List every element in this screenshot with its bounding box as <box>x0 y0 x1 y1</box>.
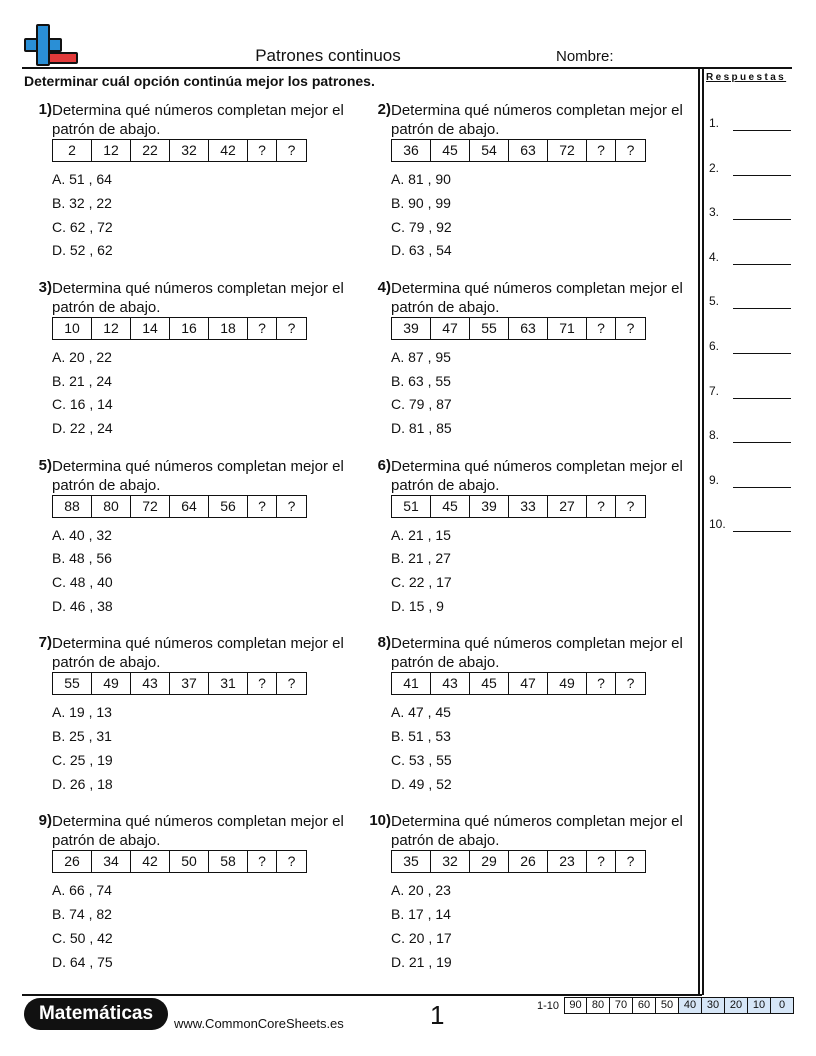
answer-option: B. 90 , 99 <box>391 194 451 211</box>
score-table <box>532 997 794 1014</box>
score-cell: 90 <box>564 997 587 1014</box>
sequence-cell: 29 <box>470 851 509 872</box>
sequence-cell: 63 <box>509 140 548 161</box>
answer-option: B. 63 , 55 <box>391 372 451 389</box>
sequence-cell: 42 <box>131 851 170 872</box>
sequence-cell: 58 <box>209 851 248 872</box>
answer-option: C. 25 , 19 <box>52 751 113 768</box>
sequence-cell: 55 <box>53 673 92 694</box>
sequence-table <box>391 850 646 873</box>
problem-prompt: Determina qué números completan mejor el patrón de abajo. <box>391 635 683 672</box>
answer-number: 5. <box>709 294 720 309</box>
problem-prompt: Determina qué números completan mejor el patrón de abajo. <box>391 279 683 316</box>
unknown-cell: ? <box>287 319 296 336</box>
problem-number: 3) <box>38 278 52 296</box>
answer-option: D. 81 , 85 <box>391 420 452 437</box>
sequence-cell: 56 <box>209 496 248 517</box>
answer-option: D. 21 , 19 <box>391 953 452 970</box>
answer-option: A. 20 , 23 <box>391 882 451 899</box>
sequence-cell: 54 <box>470 140 509 161</box>
unknown-cell: ? <box>626 853 635 870</box>
answer-option: A. 47 , 45 <box>391 704 451 721</box>
sequence-cell: 55 <box>470 318 509 339</box>
answer-blank[interactable] <box>733 398 791 399</box>
problem-number: 5) <box>38 456 52 474</box>
unknown-cell: ? <box>287 675 296 692</box>
sequence-cell: 64 <box>170 496 209 517</box>
sequence-cell: 71 <box>548 318 587 339</box>
sequence-table <box>391 495 646 518</box>
unknown-cell: ? <box>248 140 277 161</box>
problem <box>22 812 352 982</box>
answer-line[interactable] <box>709 428 793 444</box>
unknown-cell: ? <box>287 142 296 158</box>
sequence-cell: 49 <box>548 673 587 694</box>
answer-number: 9. <box>709 472 720 487</box>
sequence-table <box>391 317 646 340</box>
problem-number: 8) <box>377 634 391 652</box>
sequence-cell: 39 <box>470 496 509 517</box>
answer-option: A. 40 , 32 <box>52 526 112 543</box>
answer-option: B. 17 , 14 <box>391 905 451 922</box>
answer-line[interactable] <box>709 384 793 400</box>
problem <box>22 101 352 271</box>
sequence-table <box>391 672 646 695</box>
bottom-divider <box>22 994 702 996</box>
top-divider <box>22 67 792 69</box>
answer-number: 4. <box>709 249 720 264</box>
problem-prompt: Determina qué números completan mejor el patrón de abajo. <box>52 635 344 672</box>
answer-blank[interactable] <box>733 353 791 354</box>
answer-blank[interactable] <box>733 487 791 488</box>
page-title: Patrones continuos <box>255 46 401 65</box>
unknown-cell: ? <box>587 318 616 339</box>
sequence-cell: 45 <box>470 673 509 694</box>
answer-option: B. 21 , 27 <box>391 550 451 567</box>
answer-option: D. 22 , 24 <box>52 420 113 437</box>
unknown-cell: ? <box>287 497 296 514</box>
answer-line[interactable] <box>709 116 793 132</box>
answer-number: 7. <box>709 383 720 398</box>
answer-number: 10. <box>709 517 726 532</box>
sequence-cell: 26 <box>53 851 92 872</box>
answer-option: C. 22 , 17 <box>391 574 452 591</box>
problem <box>361 634 691 804</box>
answer-option: A. 51 , 64 <box>52 171 112 187</box>
sequence-cell: 36 <box>392 140 431 161</box>
problem <box>22 279 352 449</box>
answer-option: D. 63 , 54 <box>391 242 452 259</box>
answer-option: B. 48 , 56 <box>52 550 112 567</box>
answer-option: A. 20 , 22 <box>52 348 112 365</box>
answer-option: B. 32 , 22 <box>52 194 112 211</box>
sequence-cell: 27 <box>548 496 587 517</box>
sequence-cell: 72 <box>131 496 170 517</box>
problem <box>361 457 691 627</box>
sequence-cell: 39 <box>392 318 431 339</box>
score-cell: 20 <box>725 997 748 1014</box>
sequence-cell: 34 <box>92 851 131 872</box>
sequence-cell: 72 <box>548 140 587 161</box>
problem-number: 7) <box>38 634 52 652</box>
unknown-cell: ? <box>626 319 635 336</box>
unknown-cell: ? <box>587 673 616 694</box>
answer-column-divider <box>698 67 700 995</box>
answer-line[interactable] <box>709 250 793 266</box>
answer-option: C. 50 , 42 <box>52 929 113 946</box>
sequence-cell: 45 <box>431 496 470 517</box>
unknown-cell: ? <box>587 140 616 161</box>
problem <box>22 457 352 627</box>
problem <box>361 101 691 271</box>
answer-line[interactable] <box>709 517 793 533</box>
sequence-cell: 2 <box>53 140 92 161</box>
sequence-cell: 42 <box>209 140 248 161</box>
answer-blank[interactable] <box>733 175 791 176</box>
problem-prompt: Determina qué números completan mejor el patrón de abajo. <box>391 457 683 494</box>
sequence-cell: 14 <box>131 318 170 339</box>
unknown-cell: ? <box>248 496 277 517</box>
sequence-cell: 22 <box>131 140 170 161</box>
sequence-cell: 32 <box>170 140 209 161</box>
answer-option: B. 51 , 53 <box>391 728 451 745</box>
sequence-cell: 43 <box>131 673 170 694</box>
answer-blank[interactable] <box>733 308 791 309</box>
unknown-cell: ? <box>248 851 277 872</box>
answer-option: A. 19 , 13 <box>52 704 112 721</box>
sequence-cell: 10 <box>53 318 92 339</box>
sequence-cell: 47 <box>431 318 470 339</box>
answer-option: D. 46 , 38 <box>52 597 113 614</box>
problem-prompt: Determina qué números completan mejor el patrón de abajo. <box>391 813 683 850</box>
unknown-cell: ? <box>626 497 635 514</box>
answers-title: Respuestas <box>706 72 787 83</box>
answer-blank[interactable] <box>733 531 791 532</box>
sequence-cell: 50 <box>170 851 209 872</box>
score-cell: 0 <box>771 997 794 1014</box>
sequence-cell: 51 <box>392 496 431 517</box>
problem-prompt: Determina qué números completan mejor el patrón de abajo. <box>52 457 344 494</box>
sequence-table <box>52 672 307 695</box>
sequence-cell: 33 <box>509 496 548 517</box>
score-label: 1-10 <box>536 999 560 1012</box>
unknown-cell: ? <box>587 851 616 872</box>
answer-line[interactable] <box>709 473 793 489</box>
answer-line[interactable] <box>709 161 793 177</box>
score-cell: 30 <box>702 997 725 1014</box>
problem-number: 10) <box>369 812 391 830</box>
problem-prompt: Determina qué números completan mejor el patrón de abajo. <box>52 813 344 850</box>
score-cell: 40 <box>679 997 702 1014</box>
answer-option: D. 26 , 18 <box>52 775 113 792</box>
answer-option: B. 21 , 24 <box>52 372 112 389</box>
answer-option: D. 15 , 9 <box>391 597 444 614</box>
answer-number: 8. <box>709 428 720 443</box>
answer-blank[interactable] <box>733 264 791 265</box>
sequence-cell: 35 <box>392 851 431 872</box>
answer-line[interactable] <box>709 294 793 310</box>
problem-number: 1) <box>38 101 52 118</box>
sequence-table <box>52 850 307 873</box>
problem-prompt: Determina qué números completan mejor el patrón de abajo. <box>52 279 344 316</box>
answer-option: D. 52 , 62 <box>52 242 113 259</box>
page-number: 1 <box>430 1000 445 1030</box>
name-label: Nombre: <box>556 48 614 65</box>
sequence-table <box>391 139 646 162</box>
answer-option: C. 16 , 14 <box>52 396 113 413</box>
sequence-cell: 47 <box>509 673 548 694</box>
sequence-cell: 31 <box>209 673 248 694</box>
score-cell: 60 <box>633 997 656 1014</box>
answer-option: C. 20 , 17 <box>391 929 452 946</box>
sequence-cell: 18 <box>209 318 248 339</box>
problem-prompt: Determina qué números completan mejor el patrón de abajo. <box>391 102 683 138</box>
answer-option: C. 62 , 72 <box>52 218 113 235</box>
problem-number: 9) <box>38 812 52 830</box>
answer-option: A. 87 , 95 <box>391 348 451 365</box>
unknown-cell: ? <box>248 318 277 339</box>
problem-number: 6) <box>377 456 391 474</box>
problem-prompt: Determina qué números completan mejor el patrón de abajo. <box>52 102 344 138</box>
answer-column-divider-inner <box>702 67 704 995</box>
answer-option: A. 21 , 15 <box>391 526 451 543</box>
sequence-cell: 26 <box>509 851 548 872</box>
problem <box>361 812 691 982</box>
answer-option: C. 48 , 40 <box>52 574 113 591</box>
answer-option: A. 66 , 74 <box>52 882 112 899</box>
answer-blank[interactable] <box>733 442 791 443</box>
score-cell: 50 <box>656 997 679 1014</box>
sequence-cell: 63 <box>509 318 548 339</box>
sequence-cell: 12 <box>92 318 131 339</box>
sequence-cell: 80 <box>92 496 131 517</box>
answer-number: 6. <box>709 339 720 353</box>
sequence-cell: 45 <box>431 140 470 161</box>
sequence-cell: 32 <box>431 851 470 872</box>
site-url: www.CommonCoreSheets.es <box>174 1016 344 1031</box>
sequence-cell: 23 <box>548 851 587 872</box>
answer-option: C. 79 , 87 <box>391 396 452 413</box>
answer-option: B. 74 , 82 <box>52 905 112 922</box>
sequence-table <box>52 495 307 518</box>
answer-blank[interactable] <box>733 130 791 131</box>
sequence-table <box>52 139 307 162</box>
sequence-cell: 88 <box>53 496 92 517</box>
sequence-cell: 49 <box>92 673 131 694</box>
brand-badge: Matemáticas <box>24 998 168 1030</box>
score-cell: 80 <box>587 997 610 1014</box>
answer-option: D. 49 , 52 <box>391 775 452 792</box>
unknown-cell: ? <box>287 853 296 870</box>
answer-option: B. 25 , 31 <box>52 728 112 745</box>
unknown-cell: ? <box>248 673 277 694</box>
answer-number: 2. <box>709 160 720 175</box>
answer-option: A. 81 , 90 <box>391 171 451 187</box>
problem <box>22 634 352 804</box>
instruction: Determinar cuál opción continúa mejor los patrones. <box>24 73 375 89</box>
sequence-cell: 12 <box>92 140 131 161</box>
answer-line[interactable] <box>709 205 793 221</box>
sequence-table <box>52 317 307 340</box>
answer-option: D. 64 , 75 <box>52 953 113 970</box>
problem <box>361 279 691 449</box>
answer-blank[interactable] <box>733 219 791 220</box>
answer-number: 3. <box>709 205 720 220</box>
score-cell: 10 <box>748 997 771 1014</box>
unknown-cell: ? <box>626 675 635 692</box>
sequence-cell: 43 <box>431 673 470 694</box>
problem-number: 2) <box>377 101 391 118</box>
sequence-cell: 16 <box>170 318 209 339</box>
answer-line[interactable] <box>709 339 793 355</box>
answer-option: C. 79 , 92 <box>391 218 452 235</box>
answer-option: C. 53 , 55 <box>391 751 452 768</box>
score-cell: 70 <box>610 997 633 1014</box>
answer-number: 1. <box>709 116 720 130</box>
unknown-cell: ? <box>587 496 616 517</box>
problem-number: 4) <box>377 278 391 296</box>
unknown-cell: ? <box>626 142 635 158</box>
sequence-cell: 41 <box>392 673 431 694</box>
sequence-cell: 37 <box>170 673 209 694</box>
